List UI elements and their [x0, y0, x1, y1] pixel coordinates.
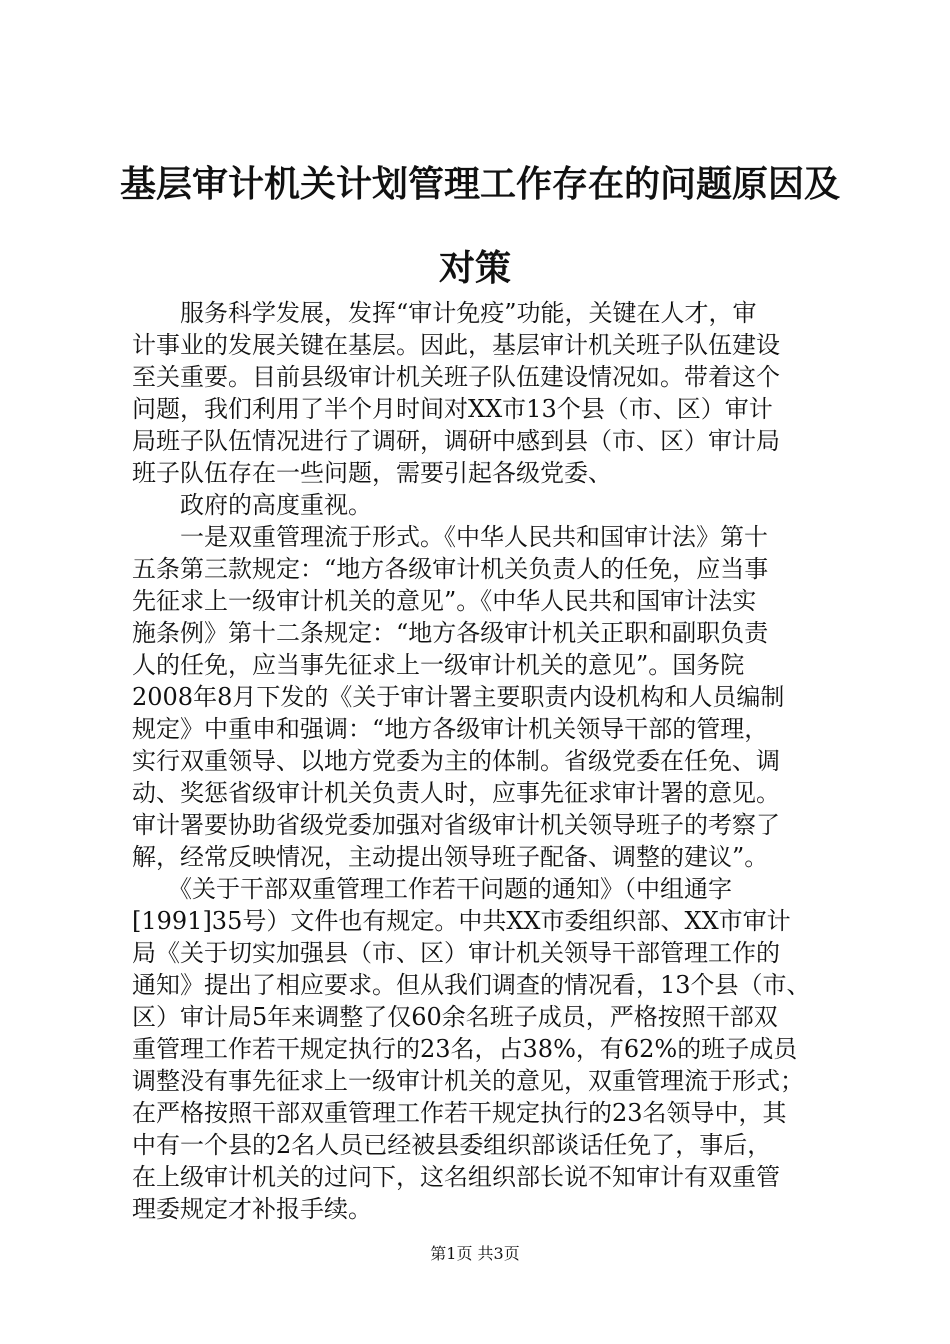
body-text-line: 调整没有事先征求上一级审计机关的意见，双重管理流于形式；: [132, 1067, 804, 1095]
body-text-line: 《关于干部双重管理工作若干问题的通知》（中组通字: [132, 875, 732, 903]
document-title-line-1: 基层审计机关计划管理工作存在的问题原因及: [120, 163, 841, 205]
body-text-line: 人的任免，应当事先征求上一级审计机关的意见”。国务院: [132, 651, 745, 679]
body-text-line: 施条例》第十二条规定：“地方各级审计机关正职和副职负责: [132, 619, 769, 647]
body-text-line: 班子队伍存在一些问题，需要引起各级党委、: [132, 459, 612, 487]
page-footer: 第1页 共3页: [430, 1244, 520, 1263]
document-body: [132, 297, 832, 1225]
body-text-line: 问题，我们利用了半个月时间对XX市13个县（市、区）审计: [132, 395, 773, 423]
body-text-line: 计事业的发展关键在基层。因此，基层审计机关班子队伍建设: [132, 331, 780, 359]
body-text-line: 服务科学发展，发挥“审计免疫”功能，关键在人才，审: [132, 299, 757, 327]
body-text-line: 实行双重领导、以地方党委为主的体制。省级党委在任免、调: [132, 747, 780, 775]
body-text-line: 解，经常反映情况，主动提出领导班子配备、调整的建议”。: [132, 843, 769, 871]
body-text-line: 动、奖惩省级审计机关负责人时，应事先征求审计署的意见。: [132, 779, 780, 807]
document-title-line-2: 对策: [438, 247, 511, 289]
body-text-line: 在上级审计机关的过问下，这名组织部长说不知审计有双重管: [132, 1163, 780, 1191]
body-text-line: 重管理工作若干规定执行的23名，占38%，有62%的班子成员: [132, 1035, 798, 1063]
body-text-line: 在严格按照干部双重管理工作若干规定执行的23名领导中，其: [132, 1099, 787, 1127]
body-text-line: 一是双重管理流于形式。《中华人民共和国审计法》第十: [132, 523, 768, 551]
body-text-line: 2008年8月下发的《关于审计署主要职责内设机构和人员编制: [132, 683, 785, 711]
body-text-line: 理委规定才补报手续。: [132, 1195, 372, 1223]
body-text-line: 审计署要协助省级党委加强对省级审计机关领导班子的考察了: [132, 811, 780, 839]
body-text-line: 中有一个县的2名人员已经被县委组织部谈话任免了，事后，: [132, 1131, 772, 1159]
body-text-line: [1991]35号）文件也有规定。中共XX市委组织部、XX市审计: [132, 907, 791, 935]
body-text-line: 局班子队伍情况进行了调研，调研中感到县（市、区）审计局: [132, 427, 780, 455]
body-text-line: 通知》提出了相应要求。但从我们调查的情况看，13个县（市、: [132, 971, 811, 999]
body-text-line: 至关重要。目前县级审计机关班子队伍建设情况如。带着这个: [132, 363, 780, 391]
body-text-line: 规定》中重申和强调：“地方各级审计机关领导干部的管理，: [132, 715, 769, 743]
body-text-line: 区）审计局5年来调整了仅60余名班子成员，严格按照干部双: [132, 1003, 778, 1031]
body-text-line: 局《关于切实加强县（市、区）审计机关领导干部管理工作的: [132, 939, 780, 967]
body-text-line: 政府的高度重视。: [132, 491, 372, 519]
body-text-line: 先征求上一级审计机关的意见”。《中华人民共和国审计法实: [132, 587, 757, 615]
body-text-line: 五条第三款规定：“地方各级审计机关负责人的任免，应当事: [132, 555, 769, 583]
